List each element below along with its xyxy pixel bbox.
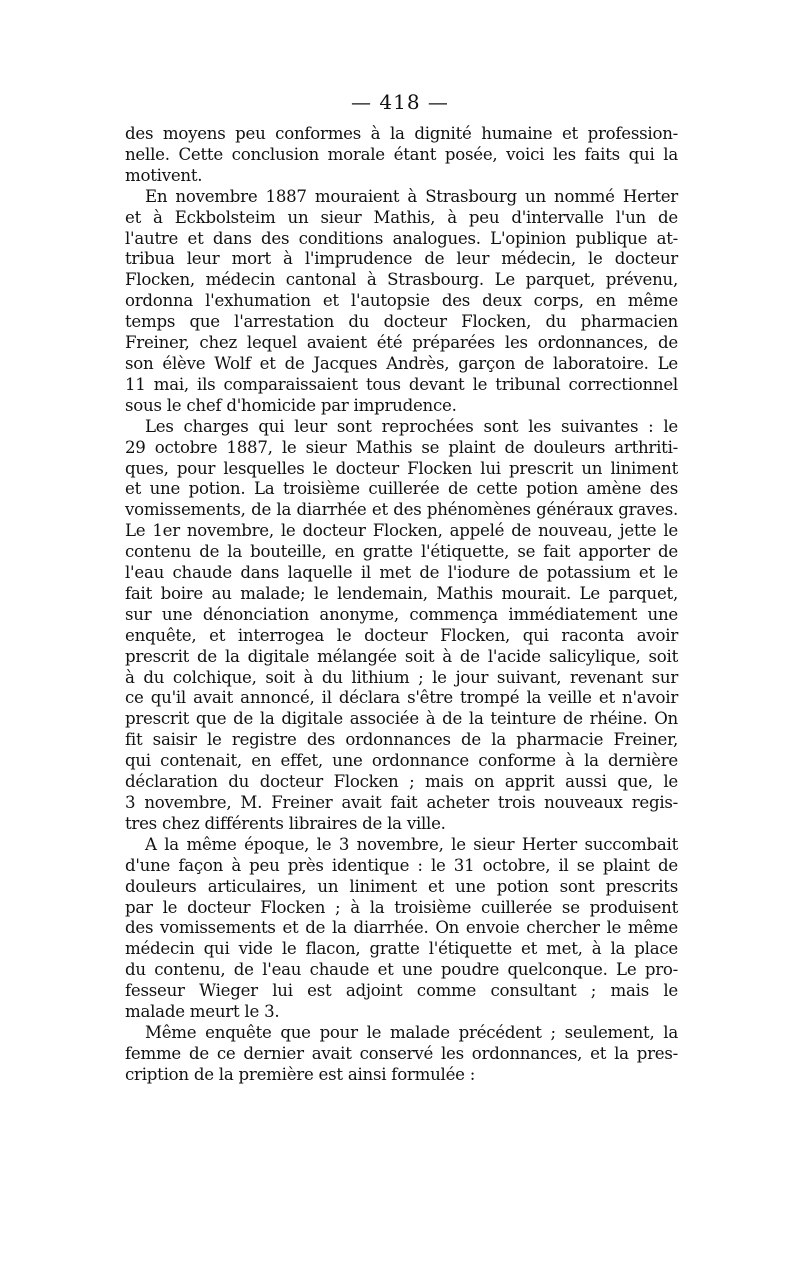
- text-line: femme de ce dernier avait conservé les ordonnances, et la pres-: [125, 1043, 678, 1063]
- text-line: motivent.: [125, 165, 203, 185]
- text-line: vomissements, de la diarrhée et des phénomènes généraux graves.: [125, 500, 678, 520]
- text-line: d'une façon à peu près identique : le 31 octobre, il se plaint de: [125, 855, 678, 875]
- page-number: — 418 —: [351, 90, 449, 114]
- text-line: prescrit de la digitale mélangée soit à de l'acide salicylique, soit: [125, 646, 678, 666]
- text-line: fesseur Wieger lui est adjoint comme consultant ; mais le: [125, 981, 678, 1001]
- text-line: malade meurt le 3.: [125, 1002, 280, 1022]
- text-line: à du colchique, soit à du lithium ; le jour suivant, revenant sur: [125, 667, 678, 687]
- text-line: En novembre 1887 mouraient à Strasbourg un nommé Herter: [145, 186, 678, 206]
- text-line: ce qu'il avait annoncé, il déclara s'être trompé la veille et n'avoir: [125, 688, 678, 708]
- text-line: par le docteur Flocken ; à la troisième cuillerée se produisent: [125, 897, 678, 917]
- text-line: 29 octobre 1887, le sieur Mathis se plaint de douleurs arthriti-: [125, 437, 678, 457]
- text-line: ques, pour lesquelles le docteur Flocken lui prescrit un liniment: [125, 458, 678, 478]
- text-line: tres chez différents libraires de la ville.: [125, 813, 446, 833]
- text-line: tribua leur mort à l'imprudence de leur médecin, le docteur: [125, 249, 678, 269]
- body-text: [125, 124, 678, 1086]
- paragraph: [125, 1023, 678, 1086]
- text-line: fit saisir le registre des ordonnances de la pharmacie Freiner,: [125, 730, 678, 750]
- text-line: temps que l'arrestation du docteur Flocken, du pharmacien: [125, 312, 678, 332]
- text-line: cription de la première est ainsi formulée :: [125, 1064, 476, 1084]
- text-line: sous le chef d'homicide par imprudence.: [125, 395, 457, 415]
- text-line: son élève Wolf et de Jacques Andrès, garçon de laboratoire. Le: [125, 353, 678, 373]
- text-line: l'eau chaude dans laquelle il met de l'iodure de potassium et le: [125, 563, 678, 583]
- text-line: sur une dénonciation anonyme, commença immédiatement une: [125, 604, 678, 624]
- text-line: qui contenait, en effet, une ordonnance conforme à la dernière: [125, 751, 678, 771]
- text-line: déclaration du docteur Flocken ; mais on apprit aussi que, le: [125, 772, 678, 792]
- text-line: douleurs articulaires, un liniment et une potion sont prescrits: [125, 876, 678, 896]
- text-line: Même enquête que pour le malade précédent ; seulement, la: [145, 1022, 678, 1042]
- text-line: A la même époque, le 3 novembre, le sieur Herter succombait: [145, 834, 678, 854]
- text-line: des vomissements et de la diarrhée. On envoie chercher le même: [125, 918, 678, 938]
- text-line: enquête, et interrogea le docteur Flocken, qui raconta avoir: [125, 625, 678, 645]
- text-line: ordonna l'exhumation et l'autopsie des deux corps, en même: [125, 291, 678, 311]
- text-line: Les charges qui leur sont reprochées sont les suivantes : le: [145, 416, 678, 436]
- text-line: nelle. Cette conclusion morale étant posée, voici les faits qui la: [125, 144, 678, 164]
- paragraph: [125, 835, 678, 1023]
- text-line: Freiner, chez lequel avaient été préparées les ordonnances, de: [125, 333, 678, 353]
- text-line: des moyens peu conformes à la dignité humaine et profession-: [125, 124, 678, 143]
- text-line: prescrit que de la digitale associée à de la teinture de rhéine. On: [125, 709, 678, 729]
- text-line: 11 mai, ils comparaissaient tous devant le tribunal correctionnel: [125, 374, 678, 394]
- paragraph: [125, 417, 678, 835]
- paragraph: [125, 124, 678, 187]
- text-line: médecin qui vide le flacon, gratte l'étiquette et met, à la place: [125, 939, 678, 959]
- text-line: l'autre et dans des conditions analogues. L'opinion publique at-: [125, 228, 678, 248]
- text-line: contenu de la bouteille, en gratte l'étiquette, se fait apporter de: [125, 542, 678, 562]
- text-line: 3 novembre, M. Freiner avait fait acheter trois nouveaux regis-: [125, 793, 678, 812]
- text-line: Flocken, médecin cantonal à Strasbourg. Le parquet, prévenu,: [125, 270, 678, 290]
- paragraph: [125, 187, 678, 417]
- text-line: du contenu, de l'eau chaude et une poudre quelconque. Le pro-: [125, 960, 678, 980]
- text-line: et une potion. La troisième cuillerée de cette potion amène des: [125, 479, 678, 499]
- text-line: Le 1er novembre, le docteur Flocken, appelé de nouveau, jette le: [125, 521, 678, 541]
- text-line: et à Eckbolsteim un sieur Mathis, à peu d'intervalle l'un de: [125, 207, 678, 227]
- text-line: fait boire au malade; le lendemain, Mathis mourait. Le parquet,: [125, 583, 678, 603]
